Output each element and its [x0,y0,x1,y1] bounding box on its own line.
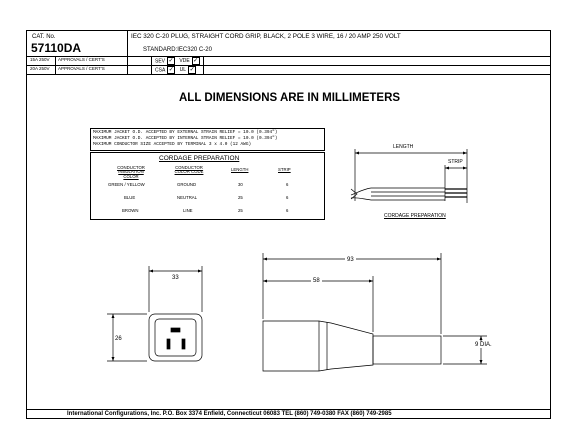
dim-cord-dia: 9 DIA. [475,342,492,348]
table-cell: BROWN [122,208,139,213]
check-icon: ✓ [193,58,199,64]
table-cell: 6 [286,195,289,200]
cord-prep-drawing [351,149,467,203]
approvals-label-2: APPROVALS / CERT'S [58,66,105,71]
technical-drawing [27,31,552,420]
dimensions-heading: ALL DIMENSIONS ARE IN MILLIMETERS [179,92,401,104]
col-header: CONDUCTOR INSULATION COLOR [117,165,145,179]
part-description: IEC 320 C-20 PLUG, STRAIGHT CORD GRIP, BLACK, 2 POLE 3 WIRE, 16 / 20 AMP 250 VOLT [131,33,401,40]
cord-prep-caption: CORDAGE PREPARATION [384,213,446,219]
dim-overall-length: 93 [347,257,354,263]
col-header: STRIP [278,167,291,172]
table-cell: 25 [238,208,243,213]
col-header: CONDUCTOR COLOR CODE [174,165,204,175]
table-cell: LINE [183,208,193,213]
warning-line: MAXIMUM CONDUCTOR SIZE ACCEPTED BY TERMINAL 3 x 4.0 (12 AWG) [93,142,252,147]
check-icon: ✓ [168,67,174,73]
plug-face-view [107,266,202,361]
length-label: LENGTH [393,144,414,150]
cat-no-label: CAT. No. [32,34,56,40]
table-cell: 25 [238,195,243,200]
rating-20a: 20A 250V [30,66,50,71]
table-cell: BLUE [124,195,136,200]
cordage-title: CORDAGE PREPARATION [159,155,240,162]
strip-label: STRIP [448,159,463,165]
rating-15a: 15A 250V [30,57,50,62]
standard-text: STANDARD:IEC320 C-20 [143,47,212,53]
cat-no-value: 57110DA [31,41,82,55]
table-cell: 30 [238,182,243,187]
col-header: LENGTH [231,167,249,172]
warning-line: MAXIMUM JACKET O.D. ACCEPTED BY EXTERNAL STRAIN RELIEF = 10.0 (0.394") [93,130,278,135]
dim-body-length: 58 [313,278,320,284]
dim-face-height: 26 [115,336,122,342]
table-cell: GREEN / YELLOW [108,182,145,187]
table-cell: 6 [286,208,289,213]
approval-csa: CSA ✓ UL ✓ [155,67,195,74]
approval-sev: SEV ✓ VDE ✓ [155,58,199,65]
warning-line: MAXIMUM JACKET O.D. ACCEPTED BY INTERNAL STRAIN RELIEF = 10.0 (0.394") [93,136,278,141]
table-cell: NEUTRAL [177,195,198,200]
check-icon: ✓ [168,58,174,64]
table-cell: 6 [286,182,289,187]
approvals-label-1: APPROVALS / CERT'S [58,57,105,62]
drawing-sheet [26,30,551,419]
table-cell: GROUND [177,182,197,187]
dim-face-width: 33 [172,275,179,281]
check-icon: ✓ [189,67,195,73]
company-footer: International Configurations, Inc. P.O. Box 3374 Enfield, Connecticut 06083 TEL (860) 749-0380 FAX (860) 749-2985 [67,411,392,417]
plug-side-view [263,253,487,371]
